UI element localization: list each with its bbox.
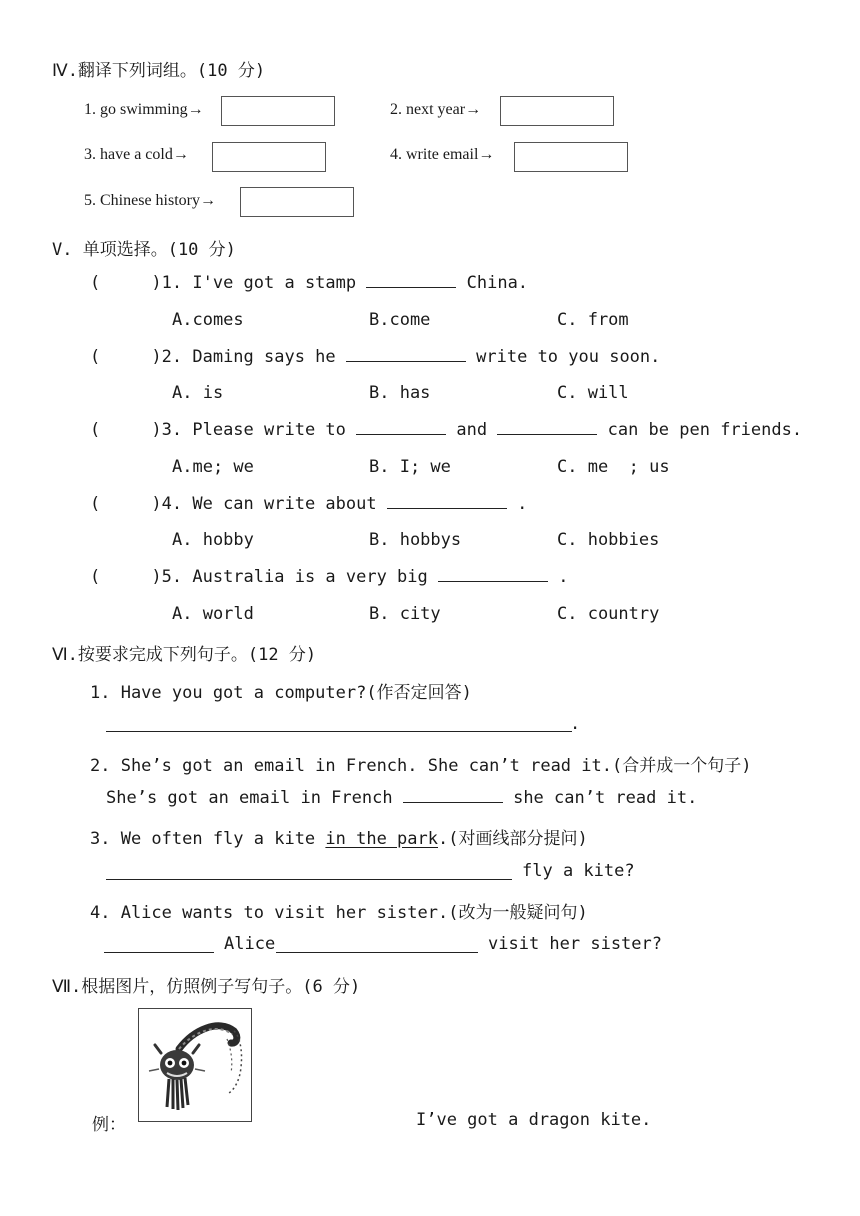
answer-bracket[interactable]: ( ) [90, 347, 162, 367]
question-text: 2. Daming says he [161, 347, 336, 367]
rewrite-1-prompt: 1. Have you got a computer?(作否定回答) [90, 683, 472, 703]
question-1-option-a: A.comes [172, 310, 244, 330]
question-4-line [90, 494, 527, 514]
question-text-end: . [558, 567, 569, 587]
rewrite-2-post: she can’t read it. [513, 788, 698, 808]
translate-item-4-answer-box[interactable] [514, 142, 628, 172]
question-text-end: . [517, 494, 528, 514]
rewrite-3-post: .(对画线部分提问) [438, 829, 588, 849]
translate-item-5-answer-box[interactable] [240, 187, 354, 217]
rewrite-2-prompt: 2. She’s got an email in French. She can’t read it.(合并成一个句子) [90, 756, 752, 776]
rewrite-4-end: visit her sister? [488, 934, 662, 954]
question-4-option-c: C. hobbies [557, 530, 660, 550]
fill-blank[interactable] [403, 788, 503, 803]
dragon-kite-image [138, 1008, 252, 1122]
answer-bracket[interactable]: ( ) [90, 494, 162, 514]
rewrite-1-period: . [570, 714, 581, 734]
question-1-line [90, 273, 528, 293]
example-sentence: I’ve got a dragon kite. [416, 1110, 652, 1130]
translate-item-2-label: 2. next year→ [390, 101, 482, 118]
question-3-option-a: A.me; we [172, 457, 254, 477]
rewrite-2-answer-line [106, 788, 697, 808]
fill-blank[interactable] [438, 567, 548, 582]
question-3-line [90, 420, 802, 440]
question-text: 5. Australia is a very big [161, 567, 428, 587]
answer-bracket[interactable]: ( ) [90, 273, 162, 293]
translate-item-3-label: 3. have a cold→ [84, 146, 189, 163]
fill-blank-1[interactable] [356, 420, 446, 435]
section-7-heading: Ⅶ.根据图片，仿照例子写句子。(6 分) [52, 977, 361, 997]
question-4-option-b: B. hobbys [369, 530, 462, 550]
rewrite-4-blank-1[interactable] [104, 952, 214, 953]
question-3-option-b: B. I; we [369, 457, 451, 477]
translate-item-1-label: 1. go swimming→ [84, 101, 204, 118]
question-5-line [90, 567, 569, 587]
question-1-option-c: C. from [557, 310, 629, 330]
question-2-option-b: B. has [369, 383, 431, 403]
rewrite-3-prompt [90, 824, 588, 849]
question-2-option-a: A. is [172, 383, 224, 403]
translate-item-2-answer-box[interactable] [500, 96, 614, 126]
answer-bracket[interactable]: ( ) [90, 567, 162, 587]
rewrite-4-prompt: 4. Alice wants to visit her sister.(改为一般疑问句) [90, 903, 588, 923]
example-label: 例： [92, 1115, 126, 1135]
question-text-end: can be pen friends. [607, 420, 803, 440]
rewrite-3-pre: 3. We often fly a kite [90, 829, 326, 849]
rewrite-3-answer-line[interactable] [106, 879, 512, 880]
translate-item-3-answer-box[interactable] [212, 142, 326, 172]
section-4-heading: Ⅳ.翻译下列词组。(10 分) [52, 61, 266, 81]
rewrite-4-mid: Alice [224, 934, 276, 954]
question-text-mid: and [456, 420, 488, 440]
question-2-line [90, 347, 660, 367]
fill-blank[interactable] [387, 494, 507, 509]
answer-bracket[interactable]: ( ) [90, 420, 162, 440]
fill-blank[interactable] [366, 273, 456, 288]
section-6-heading: Ⅵ.按要求完成下列句子。(12 分) [52, 645, 317, 665]
rewrite-3-end: fly a kite? [522, 861, 635, 881]
question-text-end: China. [466, 273, 529, 293]
question-1-option-b: B.come [369, 310, 431, 330]
question-text-end: write to you soon. [476, 347, 661, 367]
underlined-phrase: in the park [325, 829, 438, 849]
translate-item-1-answer-box[interactable] [221, 96, 335, 126]
question-5-option-c: C. country [557, 604, 660, 624]
translate-item-4-label: 4. write email→ [390, 146, 495, 163]
rewrite-1-answer-line[interactable] [106, 731, 572, 732]
question-2-option-c: C. will [557, 383, 629, 403]
question-3-option-c: C. me ; us [557, 457, 670, 477]
translate-item-5-label: 5. Chinese history→ [84, 192, 216, 209]
question-5-option-a: A. world [172, 604, 254, 624]
dragon-kite-icon [139, 1009, 251, 1121]
question-text: 4. We can write about [161, 494, 377, 514]
rewrite-4-blank-2[interactable] [276, 952, 478, 953]
section-5-heading: V. 单项选择。(10 分) [52, 240, 236, 260]
question-text: 3. Please write to [161, 420, 346, 440]
fill-blank-2[interactable] [497, 420, 597, 435]
question-text: 1. I've got a stamp [161, 273, 357, 293]
question-4-option-a: A. hobby [172, 530, 254, 550]
question-5-option-b: B. city [369, 604, 441, 624]
rewrite-2-pre: She’s got an email in French [106, 788, 393, 808]
fill-blank[interactable] [346, 347, 466, 362]
